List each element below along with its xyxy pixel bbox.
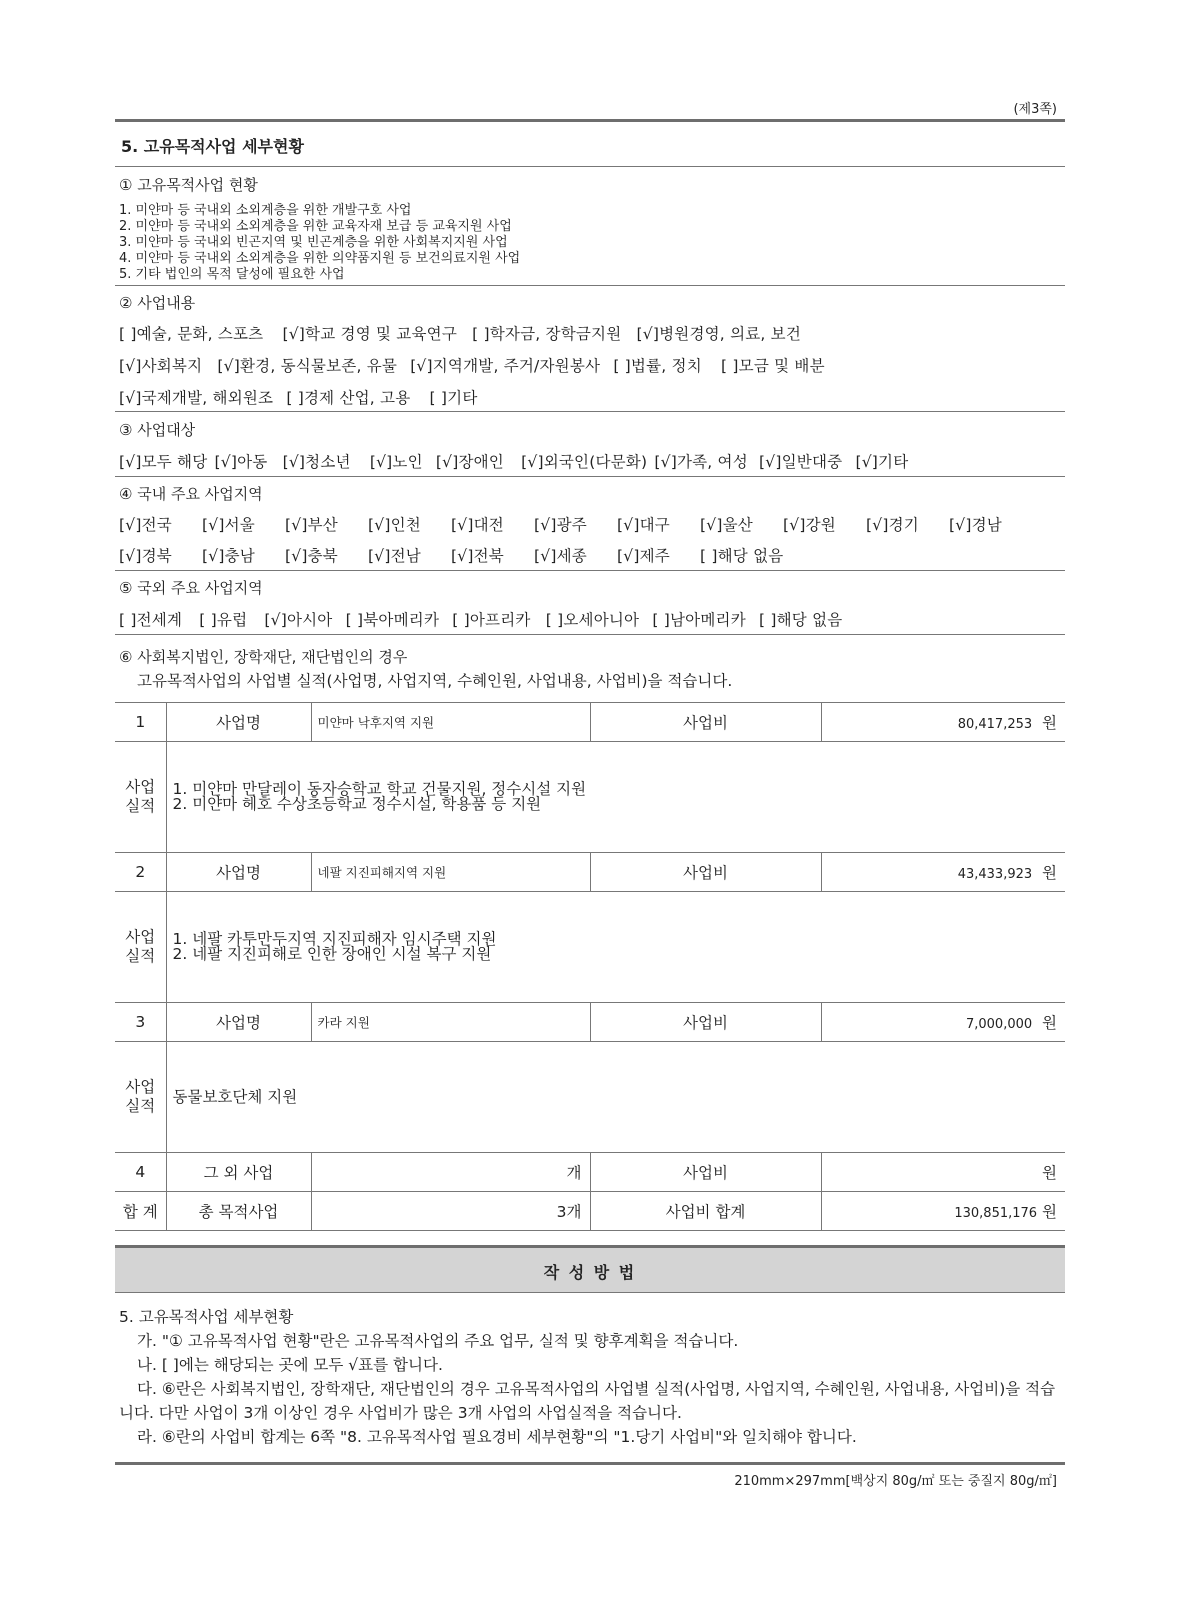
won-unit: 원	[1042, 714, 1057, 732]
perf-line: 1. 미얀마 만달레이 동자승학교 학교 건물지원, 정수시설 지원	[172, 780, 587, 798]
business-name[interactable]: 네팔 지진피해지역 지원	[311, 853, 590, 892]
checkbox-item[interactable]: [√]경남	[949, 516, 1002, 534]
checkbox-item[interactable]: [√]충북	[285, 547, 338, 565]
table-row	[115, 1042, 1065, 1153]
sub1-title: ① 고유목적사업 현황	[119, 176, 258, 194]
checkbox-item[interactable]: [√]전남	[368, 547, 421, 565]
checkbox-item[interactable]: [ ]학자금, 장학금지원	[472, 325, 622, 343]
guide-line: 가. "① 고유목적사업 현황"란은 고유목적사업의 주요 업무, 실적 및 향후계획을 적습니다.	[137, 1332, 739, 1350]
business-performance[interactable]	[166, 1042, 1065, 1153]
checkbox-item[interactable]: [√]국제개발, 해외원조	[119, 389, 274, 407]
perf-line: 동물보호단체 지원	[172, 1087, 298, 1106]
checkbox-item[interactable]: [√]장애인	[435, 453, 504, 471]
checkbox-item[interactable]: [ ]해당 없음	[759, 611, 843, 629]
sub5-title: ⑤ 국외 주요 사업지역	[119, 579, 263, 597]
checkbox-item[interactable]: [√]울산	[700, 516, 753, 534]
sub4-title: ④ 국내 주요 사업지역	[119, 485, 263, 503]
checkbox-item[interactable]: [ ]예술, 문화, 스포츠	[119, 325, 264, 343]
perf-label: 사업 실적	[115, 892, 166, 1003]
checkbox-item[interactable]: [√]노인	[369, 453, 423, 471]
guide-line: 다. ⑥란은 사회복지법인, 장학재단, 재단법인의 경우 고유목적사업의 사업별 실적(사업명, 사업지역, 수혜인원, 사업내용, 사업비)을 적습니다. 다만 사업이 3개 이상인 경우 사업비가 많은 3개 사업의 사업실적을 적습니다.	[119, 1380, 1056, 1422]
checkbox-item[interactable]: [√]일반대중	[759, 453, 843, 471]
business-name[interactable]: 카라 지원	[311, 1003, 590, 1042]
divider	[115, 411, 1065, 412]
perf-label: 사업 실적	[115, 742, 166, 853]
perf-label: 사업 실적	[115, 1042, 166, 1153]
sub6-desc: 고유목적사업의 사업별 실적(사업명, 사업지역, 수혜인원, 사업내용, 사업비)을 적습니다.	[137, 672, 733, 690]
sub4-row	[119, 513, 1002, 535]
guide-line: 나. [ ]에는 해당되는 곳에 모두 √표를 합니다.	[137, 1356, 443, 1374]
business-cost[interactable]	[821, 853, 1065, 892]
checkbox-item[interactable]: [√]지역개발, 주거/자원봉사	[410, 357, 601, 375]
list-item: 3. 미얀마 등 국내외 빈곤지역 및 빈곤계층을 위한 사회복지지원 사업	[119, 235, 508, 250]
paper-spec: 210mm×297mm[백상지 80g/㎡ 또는 중질지 80g/㎡]	[734, 1474, 1057, 1489]
checkbox-item[interactable]: [√]아시아	[264, 611, 333, 629]
name-label: 사업명	[166, 853, 311, 892]
checkbox-item[interactable]: [ ]기타	[429, 389, 478, 407]
checkbox-item[interactable]: [ ]남아메리카	[652, 611, 746, 629]
sub5-row	[119, 608, 842, 630]
checkbox-item[interactable]: [√]사회복지	[119, 357, 203, 375]
amount-value: 7,000,000	[965, 1017, 1033, 1032]
checkbox-item[interactable]: [√]대전	[451, 516, 504, 534]
checkbox-item[interactable]: [√]전북	[451, 547, 504, 565]
section-title: 5. 고유목적사업 세부현황	[121, 137, 304, 156]
other-cost[interactable]	[821, 1153, 1065, 1192]
total-title: 총 목적사업	[166, 1192, 311, 1231]
checkbox-item[interactable]: [√]충남	[202, 547, 255, 565]
list-item: 5. 기타 법인의 목적 달성에 필요한 사업	[119, 267, 345, 282]
checkbox-item[interactable]: [ ]유럽	[199, 611, 248, 629]
total-count[interactable]: 3개	[311, 1192, 590, 1231]
cost-label: 사업비	[590, 1153, 821, 1192]
table-row	[115, 1153, 1065, 1192]
table-row	[115, 1003, 1065, 1042]
won-unit: 원	[1042, 1164, 1057, 1182]
table-row	[115, 703, 1065, 742]
sub1-list	[119, 203, 520, 283]
perf-line: 2. 네팔 지진피해로 인한 장애인 시설 복구 지원	[172, 945, 492, 963]
checkbox-item[interactable]: [√]광주	[534, 516, 587, 534]
checkbox-item[interactable]: [ ]전세계	[119, 611, 183, 629]
total-label: 합 계	[115, 1192, 166, 1231]
checkbox-item[interactable]: [√]가족, 여성	[654, 453, 748, 471]
guide-line: 라. ⑥란의 사업비 합계는 6쪽 "8. 고유목적사업 필요경비 세부현황"의 "1.당기 사업비"와 일치해야 합니다.	[137, 1428, 857, 1446]
method-title: 작 성 방 법	[543, 1263, 637, 1282]
checkbox-item[interactable]: [√]병원경영, 의료, 보건	[636, 325, 802, 343]
list-item: 4. 미얀마 등 국내외 소외계층을 위한 의약품지원 등 보건의료지원 사업	[119, 251, 521, 266]
checkbox-item[interactable]: [√]학교 경영 및 교육연구	[282, 325, 457, 343]
table-row	[115, 742, 1065, 853]
name-label: 사업명	[166, 703, 311, 742]
business-no: 4	[115, 1153, 166, 1192]
divider	[115, 570, 1065, 571]
business-cost[interactable]	[821, 1003, 1065, 1042]
amount-value: 130,851,176	[954, 1206, 1038, 1221]
total-cost[interactable]	[821, 1192, 1065, 1231]
sub4-row	[119, 544, 783, 566]
guide-heading: 5. 고유목적사업 세부현황	[119, 1308, 294, 1326]
checkbox-item[interactable]: [√]부산	[285, 516, 338, 534]
business-cost[interactable]	[821, 703, 1065, 742]
checkbox-item[interactable]: [ ]법률, 정치	[613, 357, 702, 375]
divider	[115, 285, 1065, 286]
cost-label: 사업비	[590, 853, 821, 892]
won-unit: 원	[1042, 1014, 1057, 1032]
sub2-row	[119, 322, 801, 344]
cost-label: 사업비	[590, 1003, 821, 1042]
checkbox-item[interactable]: [√]경기	[866, 516, 919, 534]
business-performance[interactable]	[166, 892, 1065, 1003]
divider	[115, 166, 1065, 167]
table-row	[115, 1192, 1065, 1231]
count-unit: 개	[566, 1164, 582, 1182]
checkbox-item[interactable]: [ ]오세아니아	[545, 611, 640, 629]
checkbox-item[interactable]: [√]청소년	[282, 453, 351, 471]
checkbox-item[interactable]: [√]서울	[202, 516, 255, 534]
business-no: 2	[115, 853, 166, 892]
checkbox-item[interactable]: [√]아동	[214, 453, 268, 471]
list-item: 2. 미얀마 등 국내외 소외계층을 위한 교육자재 보급 등 교육지원 사업	[119, 219, 512, 234]
checkbox-item[interactable]: [ ]경제 산업, 고용	[286, 389, 411, 407]
checkbox-item[interactable]: [√]모두 해당	[119, 453, 208, 471]
method-header	[115, 1245, 1065, 1293]
won-unit: 원	[1042, 1203, 1057, 1221]
perf-line: 1. 네팔 카투만두지역 지진피해자 임시주택 지원	[172, 930, 497, 948]
checkbox-item[interactable]: [√]인천	[368, 516, 421, 534]
checkbox-item[interactable]: [ ]해당 없음	[700, 547, 784, 565]
checkbox-item[interactable]: [√]세종	[534, 547, 587, 565]
page-number: (제3쪽)	[1013, 102, 1057, 117]
sub3-title: ③ 사업대상	[119, 421, 196, 439]
checkbox-item[interactable]: [√]외국인(다문화)	[521, 453, 648, 471]
won-unit: 원	[1042, 864, 1057, 882]
amount-value: 80,417,253	[957, 717, 1033, 732]
sub2-row	[119, 354, 825, 376]
total-cost-label: 사업비 합계	[590, 1192, 821, 1231]
checkbox-item[interactable]: [√]강원	[783, 516, 836, 534]
business-name[interactable]: 미얀마 낙후지역 지원	[311, 703, 590, 742]
sub2-title: ② 사업내용	[119, 294, 196, 312]
checkbox-item[interactable]: [√]전국	[119, 516, 172, 534]
checkbox-item[interactable]: [ ]아프리카	[452, 611, 531, 629]
sub2-row	[119, 386, 478, 408]
checkbox-item[interactable]: [ ]모금 및 배분	[721, 357, 825, 375]
amount-value: 43,433,923	[957, 867, 1033, 882]
business-no: 1	[115, 703, 166, 742]
bottom-rule	[115, 1462, 1065, 1465]
top-rule	[115, 119, 1065, 122]
checkbox-item[interactable]: [√]환경, 동식물보존, 유물	[217, 357, 398, 375]
checkbox-item[interactable]: [√]제주	[617, 547, 670, 565]
cost-label: 사업비	[590, 703, 821, 742]
checkbox-item[interactable]: [√]대구	[617, 516, 670, 534]
divider	[115, 476, 1065, 477]
list-item: 1. 미얀마 등 국내외 소외계층을 위한 개발구호 사업	[119, 203, 412, 218]
table-row	[115, 892, 1065, 1003]
business-no: 3	[115, 1003, 166, 1042]
business-performance[interactable]	[166, 742, 1065, 853]
checkbox-item[interactable]: [ ]북아메리카	[345, 611, 440, 629]
other-count[interactable]	[311, 1153, 590, 1192]
checkbox-item[interactable]: [√]기타	[855, 453, 909, 471]
business-table	[115, 702, 1065, 1231]
table-row	[115, 853, 1065, 892]
perf-line: 2. 미얀마 헤호 수상초등학교 정수시설, 학용품 등 지원	[172, 795, 542, 813]
sub3-row	[119, 450, 908, 472]
checkbox-item[interactable]: [√]경북	[119, 547, 172, 565]
sub6-title: ⑥ 사회복지법인, 장학재단, 재단법인의 경우	[119, 648, 408, 666]
other-label: 그 외 사업	[166, 1153, 311, 1192]
name-label: 사업명	[166, 1003, 311, 1042]
method-guide	[119, 1305, 1063, 1449]
divider	[115, 634, 1065, 635]
